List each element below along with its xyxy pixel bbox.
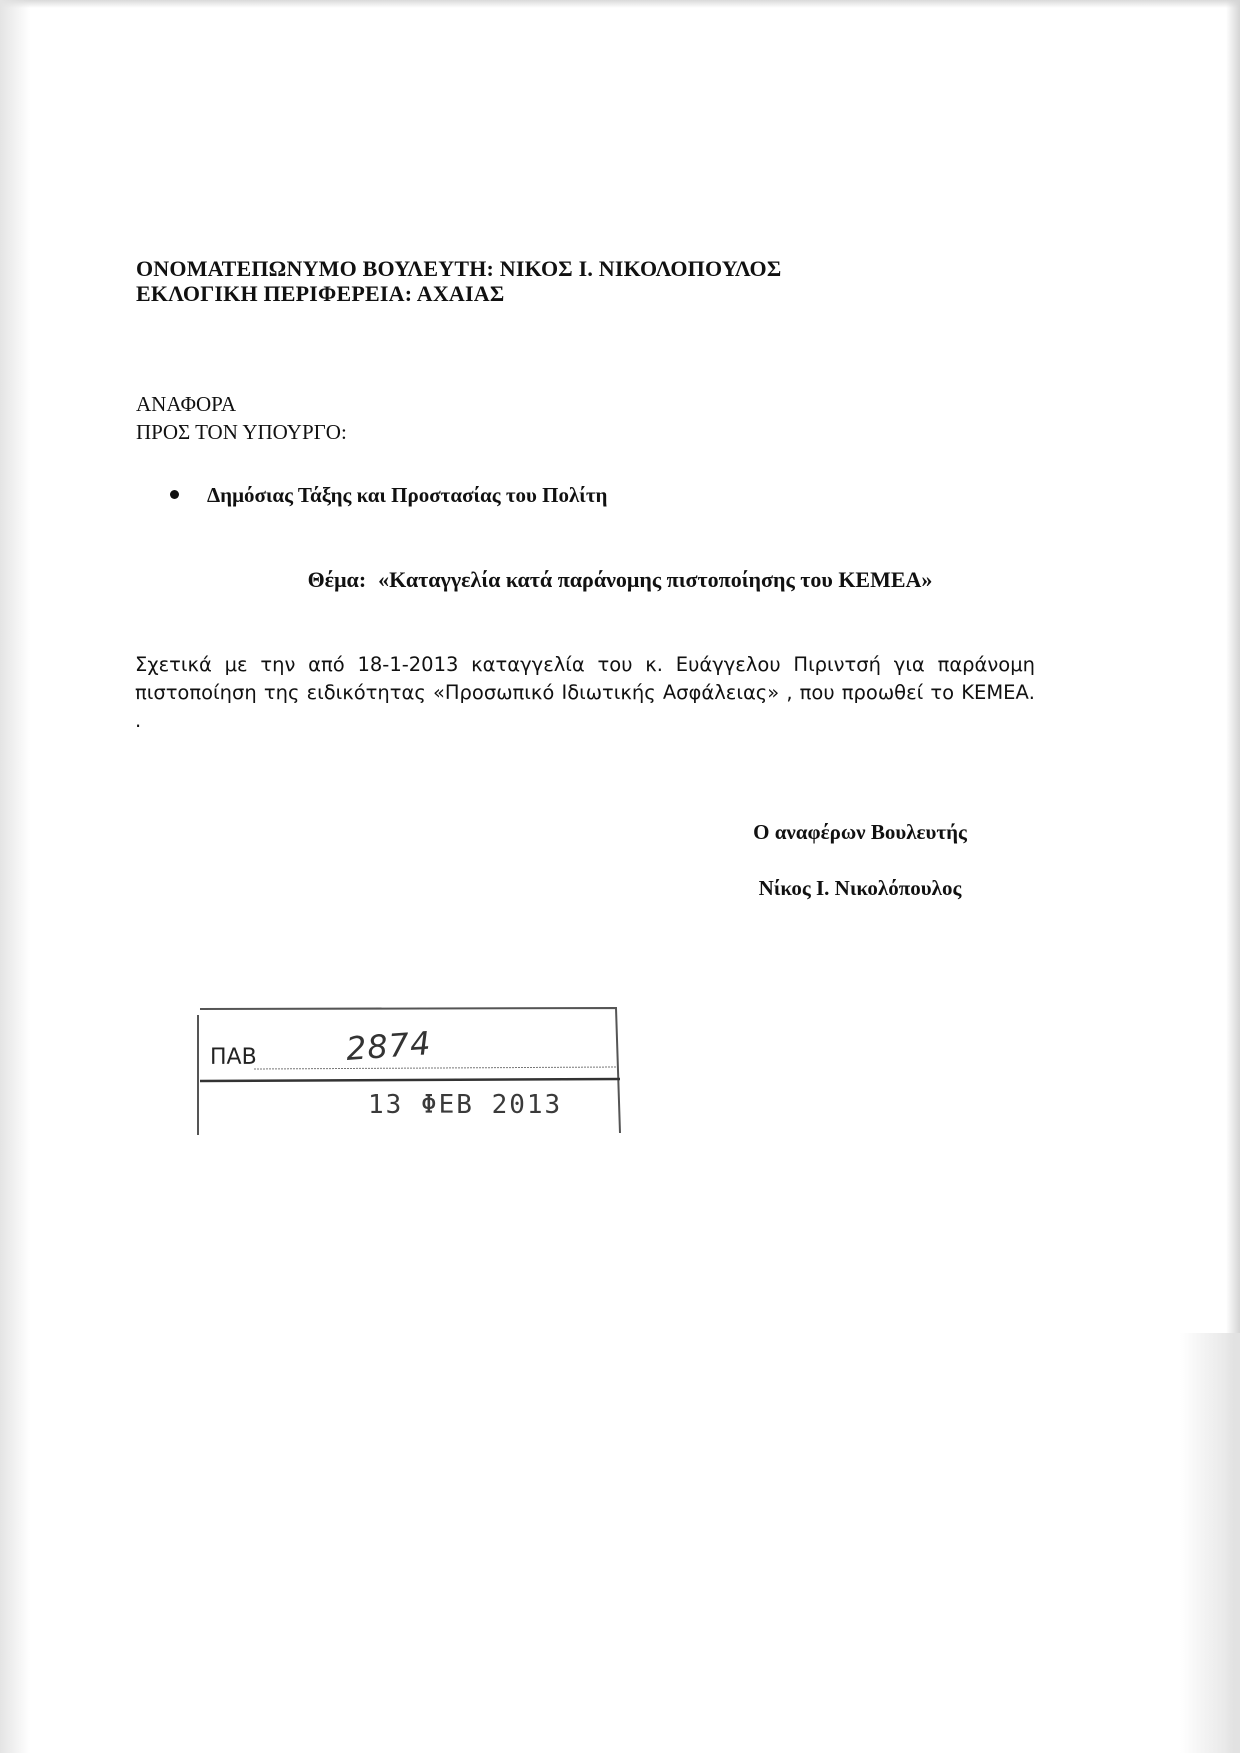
subject-line	[0, 567, 1240, 593]
report-title: ΑΝΑΦΟΡΑ	[136, 392, 237, 416]
signature-name: Νίκος Ι. Νικολόπουλος	[758, 876, 962, 900]
signature-title: Ο αναφέρων Βουλευτής	[753, 820, 967, 844]
mp-name-line: ΟΝΟΜΑΤΕΠΩΝΥΜΟ ΒΟΥΛΕΥΤΗ: ΝΙΚΟΣ Ι. ΝΙΚΟΛΟΠΟΥΛΟΣ	[136, 256, 782, 281]
scan-edge-top	[0, 0, 1240, 8]
registration-stamp	[196, 1005, 624, 1135]
scan-edge-bottom-right	[1180, 1333, 1240, 1753]
stamp-handwritten-number: 2874	[344, 1024, 433, 1068]
stamp-date: 13 ΦΕΒ 2013	[368, 1090, 563, 1120]
body-paragraph: Σχετικά με την από 18-1-2013 καταγγελία του κ. Ευάγγελου Πιριντσή για παράνομη πιστοποίηση της ειδικότητας «Προσωπικό Ιδιωτικής Ασφάλειας» , που προωθεί το ΚΕΜΕΑ. .	[135, 653, 1035, 732]
subject-label: Θέμα:	[307, 567, 367, 592]
bullet-icon	[170, 490, 179, 499]
electoral-district-line: ΕΚΛΟΓΙΚΗ ΠΕΡΙΦΕΡΕΙΑ: ΑΧΑΙΑΣ	[136, 281, 505, 306]
stamp-label: ΠΑΒ	[210, 1045, 257, 1070]
ministry-list-item	[170, 483, 607, 508]
subject-text: «Καταγγελία κατά παράνομης πιστοποίησης του ΚΕΜΕΑ»	[378, 567, 933, 592]
ministry-name: Δημόσιας Τάξης και Προστασίας του Πολίτη	[207, 483, 608, 507]
scan-edge-left	[0, 0, 30, 1753]
report-recipient-label: ΠΡΟΣ ΤΟΝ ΥΠΟΥΡΓΟ:	[136, 420, 347, 444]
